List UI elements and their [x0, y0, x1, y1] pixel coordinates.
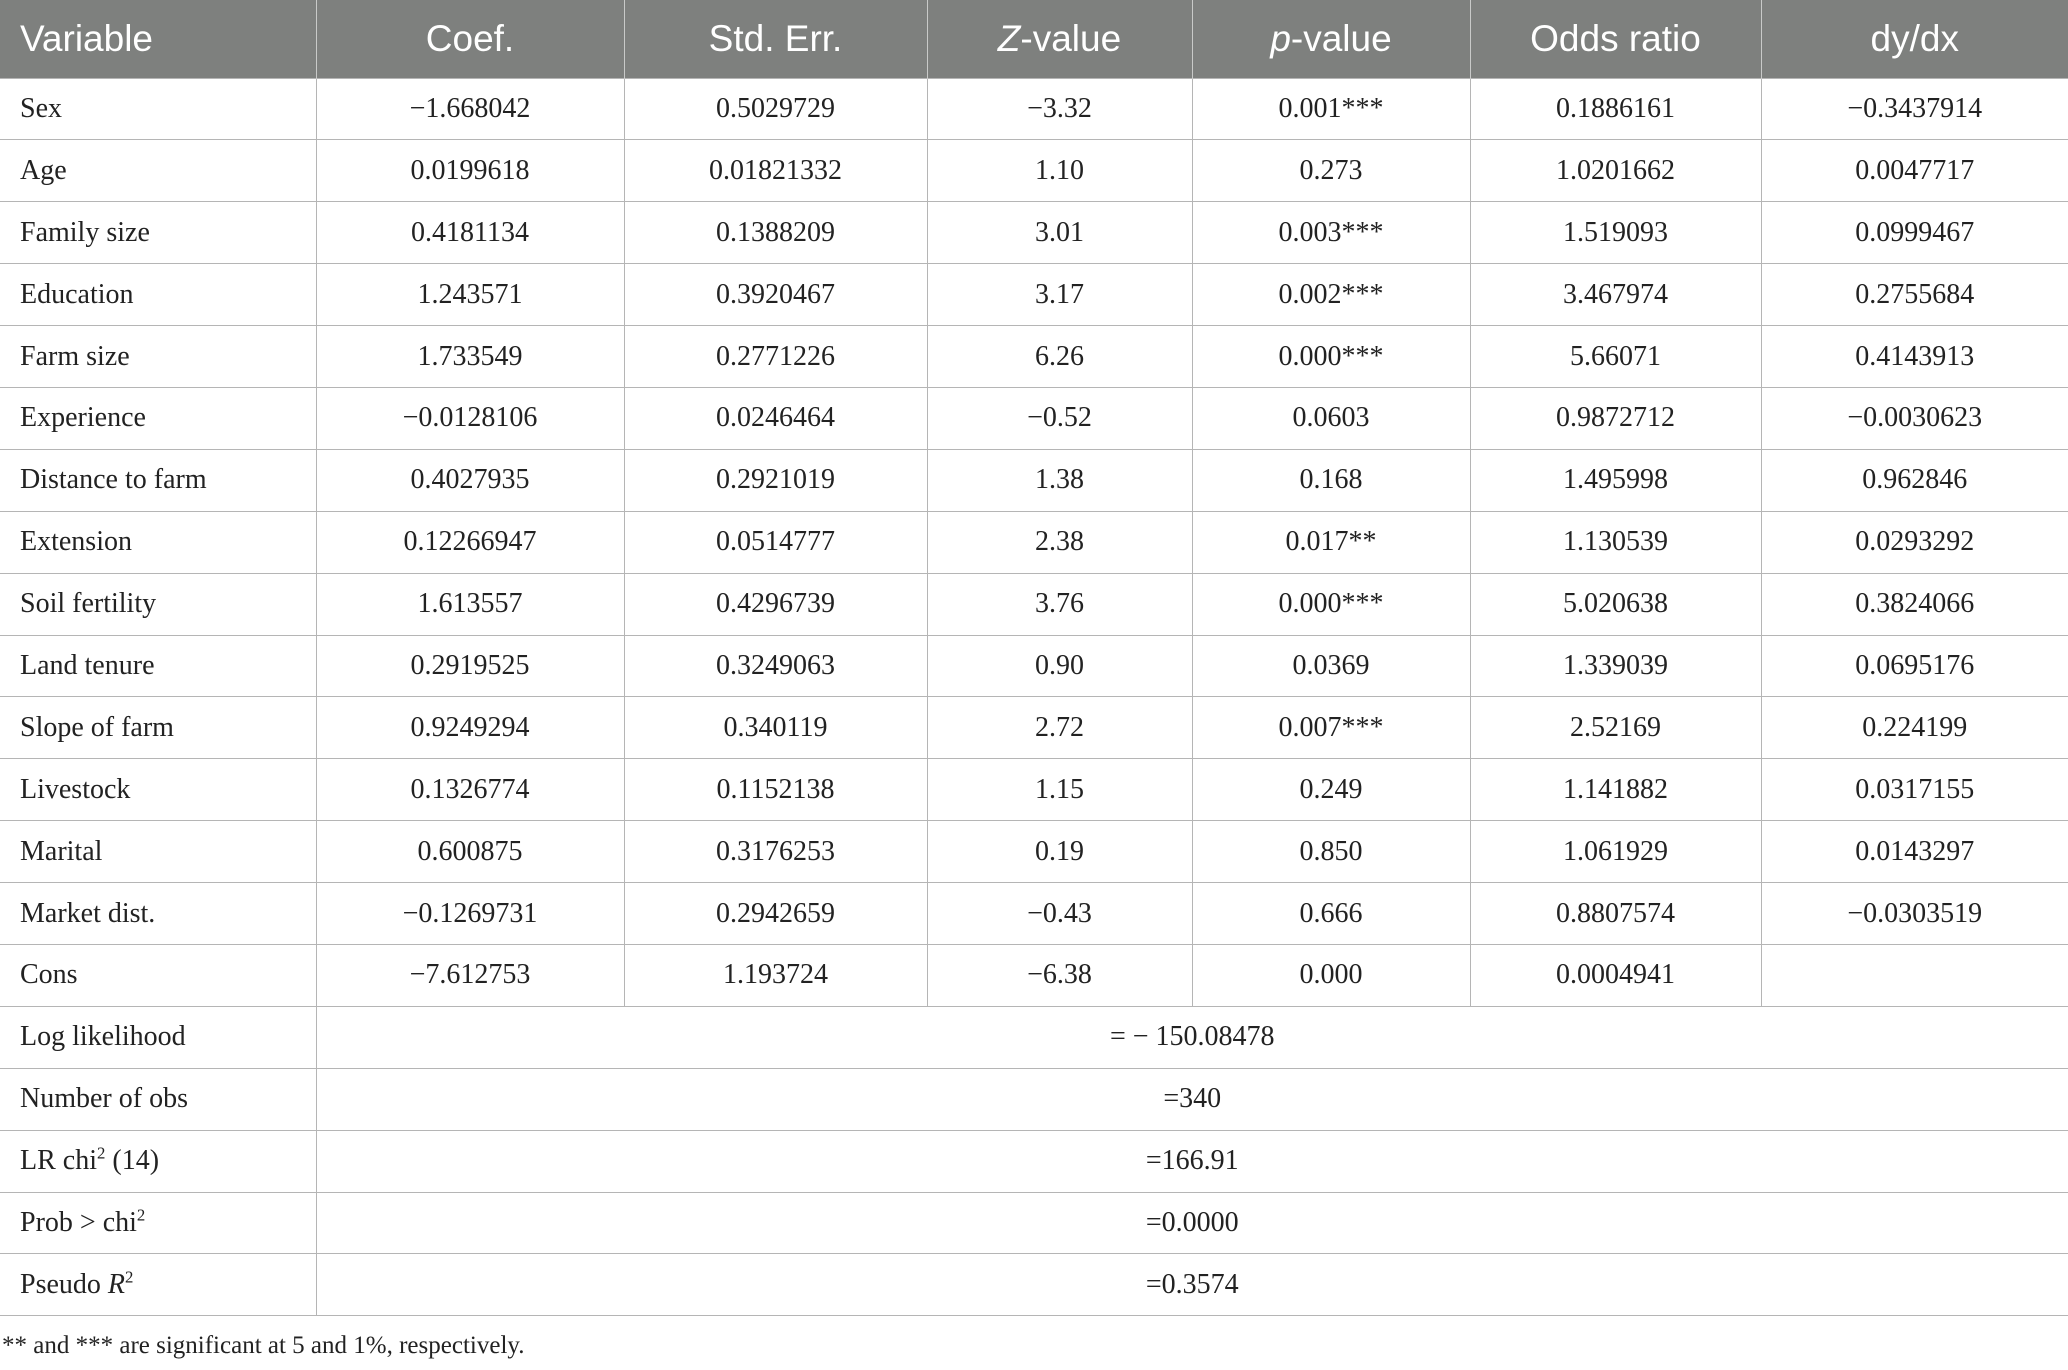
- cell-std-err: 0.3249063: [624, 635, 927, 697]
- stats-label-sup: 2: [125, 1267, 134, 1287]
- cell-coef: 0.0199618: [316, 140, 624, 202]
- cell-dydx: [1761, 944, 2068, 1006]
- cell-variable: Cons: [0, 944, 316, 1006]
- cell-z: 6.26: [927, 326, 1192, 388]
- table-row: [0, 883, 2068, 945]
- header-z-rest: -value: [1020, 17, 1122, 59]
- cell-variable: Age: [0, 140, 316, 202]
- cell-p: 0.273: [1192, 140, 1470, 202]
- cell-dydx: 0.3824066: [1761, 573, 2068, 635]
- cell-odds: 1.519093: [1470, 202, 1761, 264]
- table-row: [0, 449, 2068, 511]
- cell-z: 3.01: [927, 202, 1192, 264]
- cell-odds: 1.061929: [1470, 821, 1761, 883]
- cell-variable: Market dist.: [0, 883, 316, 945]
- cell-coef: 1.733549: [316, 326, 624, 388]
- cell-coef: 0.1326774: [316, 759, 624, 821]
- table-row: [0, 573, 2068, 635]
- cell-variable: Family size: [0, 202, 316, 264]
- table-row: [0, 140, 2068, 202]
- cell-variable: Land tenure: [0, 635, 316, 697]
- cell-p: 0.000: [1192, 944, 1470, 1006]
- stats-row-lr-chi2: [0, 1130, 2068, 1192]
- cell-odds: 5.020638: [1470, 573, 1761, 635]
- cell-dydx: 0.0143297: [1761, 821, 2068, 883]
- cell-std-err: 0.2921019: [624, 449, 927, 511]
- header-std-err: Std. Err.: [624, 0, 927, 78]
- stats-label: Log likelihood: [0, 1006, 316, 1068]
- cell-odds: 0.8807574: [1470, 883, 1761, 945]
- cell-coef: 0.4027935: [316, 449, 624, 511]
- table-row: [0, 821, 2068, 883]
- cell-dydx: 0.0999467: [1761, 202, 2068, 264]
- cell-z: −0.43: [927, 883, 1192, 945]
- cell-variable: Experience: [0, 387, 316, 449]
- header-p-rest: -value: [1290, 17, 1392, 59]
- cell-coef: 1.613557: [316, 573, 624, 635]
- stats-label-main: LR chi: [20, 1145, 97, 1177]
- cell-z: 3.17: [927, 264, 1192, 326]
- cell-coef: 0.12266947: [316, 511, 624, 573]
- stats-value: =340: [316, 1068, 2068, 1130]
- cell-variable: Sex: [0, 78, 316, 140]
- cell-p: 0.000***: [1192, 326, 1470, 388]
- header-z-italic: Z: [997, 17, 1021, 59]
- cell-z: 1.38: [927, 449, 1192, 511]
- table-row: [0, 697, 2068, 759]
- cell-std-err: 0.3920467: [624, 264, 927, 326]
- cell-coef: −7.612753: [316, 944, 624, 1006]
- cell-std-err: 0.5029729: [624, 78, 927, 140]
- header-p-italic: p: [1270, 17, 1291, 59]
- cell-odds: 1.339039: [1470, 635, 1761, 697]
- cell-p: 0.001***: [1192, 78, 1470, 140]
- table-row: [0, 944, 2068, 1006]
- cell-odds: 1.130539: [1470, 511, 1761, 573]
- cell-dydx: −0.0030623: [1761, 387, 2068, 449]
- cell-odds: 0.1886161: [1470, 78, 1761, 140]
- stats-label-sup: 2: [136, 1205, 146, 1225]
- stats-label: [0, 1130, 316, 1192]
- cell-p: 0.002***: [1192, 264, 1470, 326]
- cell-dydx: 0.4143913: [1761, 326, 2068, 388]
- header-variable: Variable: [0, 0, 316, 78]
- cell-std-err: 0.4296739: [624, 573, 927, 635]
- cell-coef: 1.243571: [316, 264, 624, 326]
- stats-value: =0.0000: [316, 1192, 2068, 1254]
- cell-dydx: 0.224199: [1761, 697, 2068, 759]
- cell-dydx: 0.0047717: [1761, 140, 2068, 202]
- cell-variable: Slope of farm: [0, 697, 316, 759]
- cell-odds: 1.141882: [1470, 759, 1761, 821]
- cell-p: 0.168: [1192, 449, 1470, 511]
- cell-dydx: −0.3437914: [1761, 78, 2068, 140]
- stats-label-sup: 2: [97, 1143, 106, 1163]
- cell-std-err: 0.1388209: [624, 202, 927, 264]
- cell-z: −0.52: [927, 387, 1192, 449]
- header-z-value: [927, 0, 1192, 78]
- stats-label-italic: R: [107, 1268, 126, 1300]
- stats-row-pseudo-r2: [0, 1254, 2068, 1316]
- cell-z: 0.90: [927, 635, 1192, 697]
- cell-z: −3.32: [927, 78, 1192, 140]
- cell-p: 0.007***: [1192, 697, 1470, 759]
- cell-coef: 0.4181134: [316, 202, 624, 264]
- cell-coef: 0.9249294: [316, 697, 624, 759]
- stats-value: =0.3574: [316, 1254, 2068, 1316]
- header-row: [0, 0, 2068, 78]
- cell-odds: 1.495998: [1470, 449, 1761, 511]
- header-odds-ratio: Odds ratio: [1470, 0, 1761, 78]
- header-coef: Coef.: [316, 0, 624, 78]
- cell-dydx: 0.2755684: [1761, 264, 2068, 326]
- cell-p: 0.000***: [1192, 573, 1470, 635]
- table-row: [0, 387, 2068, 449]
- cell-p: 0.0603: [1192, 387, 1470, 449]
- cell-variable: Extension: [0, 511, 316, 573]
- cell-std-err: 0.3176253: [624, 821, 927, 883]
- table-row: [0, 78, 2068, 140]
- cell-z: 1.10: [927, 140, 1192, 202]
- cell-variable: Farm size: [0, 326, 316, 388]
- cell-std-err: 0.340119: [624, 697, 927, 759]
- cell-dydx: 0.0695176: [1761, 635, 2068, 697]
- cell-odds: 0.0004941: [1470, 944, 1761, 1006]
- stats-label: [0, 1192, 316, 1254]
- table-row: [0, 511, 2068, 573]
- cell-odds: 5.66071: [1470, 326, 1761, 388]
- cell-z: 0.19: [927, 821, 1192, 883]
- cell-dydx: 0.0293292: [1761, 511, 2068, 573]
- stats-label-main: Prob > chi: [20, 1206, 137, 1238]
- cell-p: 0.0369: [1192, 635, 1470, 697]
- header-dydx: dy/dx: [1761, 0, 2068, 78]
- cell-z: 1.15: [927, 759, 1192, 821]
- table-row: [0, 202, 2068, 264]
- cell-odds: 0.9872712: [1470, 387, 1761, 449]
- cell-p: 0.666: [1192, 883, 1470, 945]
- cell-variable: Marital: [0, 821, 316, 883]
- table-row: [0, 635, 2068, 697]
- table-row: [0, 759, 2068, 821]
- cell-variable: Soil fertility: [0, 573, 316, 635]
- cell-std-err: 1.193724: [624, 944, 927, 1006]
- cell-variable: Distance to farm: [0, 449, 316, 511]
- cell-coef: −0.0128106: [316, 387, 624, 449]
- cell-std-err: 0.0514777: [624, 511, 927, 573]
- cell-dydx: 0.0317155: [1761, 759, 2068, 821]
- cell-variable: Livestock: [0, 759, 316, 821]
- header-p-value: [1192, 0, 1470, 78]
- cell-dydx: −0.0303519: [1761, 883, 2068, 945]
- stats-label-main: Pseudo: [20, 1268, 108, 1300]
- cell-coef: 0.2919525: [316, 635, 624, 697]
- cell-p: 0.017**: [1192, 511, 1470, 573]
- table-row: [0, 326, 2068, 388]
- cell-z: 2.72: [927, 697, 1192, 759]
- stats-value: = − 150.08478: [316, 1006, 2068, 1068]
- cell-z: 2.38: [927, 511, 1192, 573]
- cell-std-err: 0.0246464: [624, 387, 927, 449]
- table-footnote: ** and *** are significant at 5 and 1%, respectively.: [2, 1332, 525, 1360]
- stats-label: [0, 1254, 316, 1316]
- cell-coef: 0.600875: [316, 821, 624, 883]
- cell-p: 0.249: [1192, 759, 1470, 821]
- stats-row-prob-chi2: [0, 1192, 2068, 1254]
- cell-std-err: 0.1152138: [624, 759, 927, 821]
- cell-coef: −1.668042: [316, 78, 624, 140]
- cell-z: 3.76: [927, 573, 1192, 635]
- stats-row-log-likelihood: [0, 1006, 2068, 1068]
- cell-odds: 3.467974: [1470, 264, 1761, 326]
- table-row: [0, 264, 2068, 326]
- cell-z: −6.38: [927, 944, 1192, 1006]
- cell-p: 0.850: [1192, 821, 1470, 883]
- stats-value: =166.91: [316, 1130, 2068, 1192]
- cell-p: 0.003***: [1192, 202, 1470, 264]
- cell-odds: 1.0201662: [1470, 140, 1761, 202]
- stats-label-tail: (14): [105, 1145, 160, 1177]
- cell-std-err: 0.01821332: [624, 140, 927, 202]
- stats-label: Number of obs: [0, 1068, 316, 1130]
- stats-row-number-of-obs: [0, 1068, 2068, 1130]
- cell-std-err: 0.2942659: [624, 883, 927, 945]
- cell-coef: −0.1269731: [316, 883, 624, 945]
- cell-variable: Education: [0, 264, 316, 326]
- cell-std-err: 0.2771226: [624, 326, 927, 388]
- cell-dydx: 0.962846: [1761, 449, 2068, 511]
- cell-odds: 2.52169: [1470, 697, 1761, 759]
